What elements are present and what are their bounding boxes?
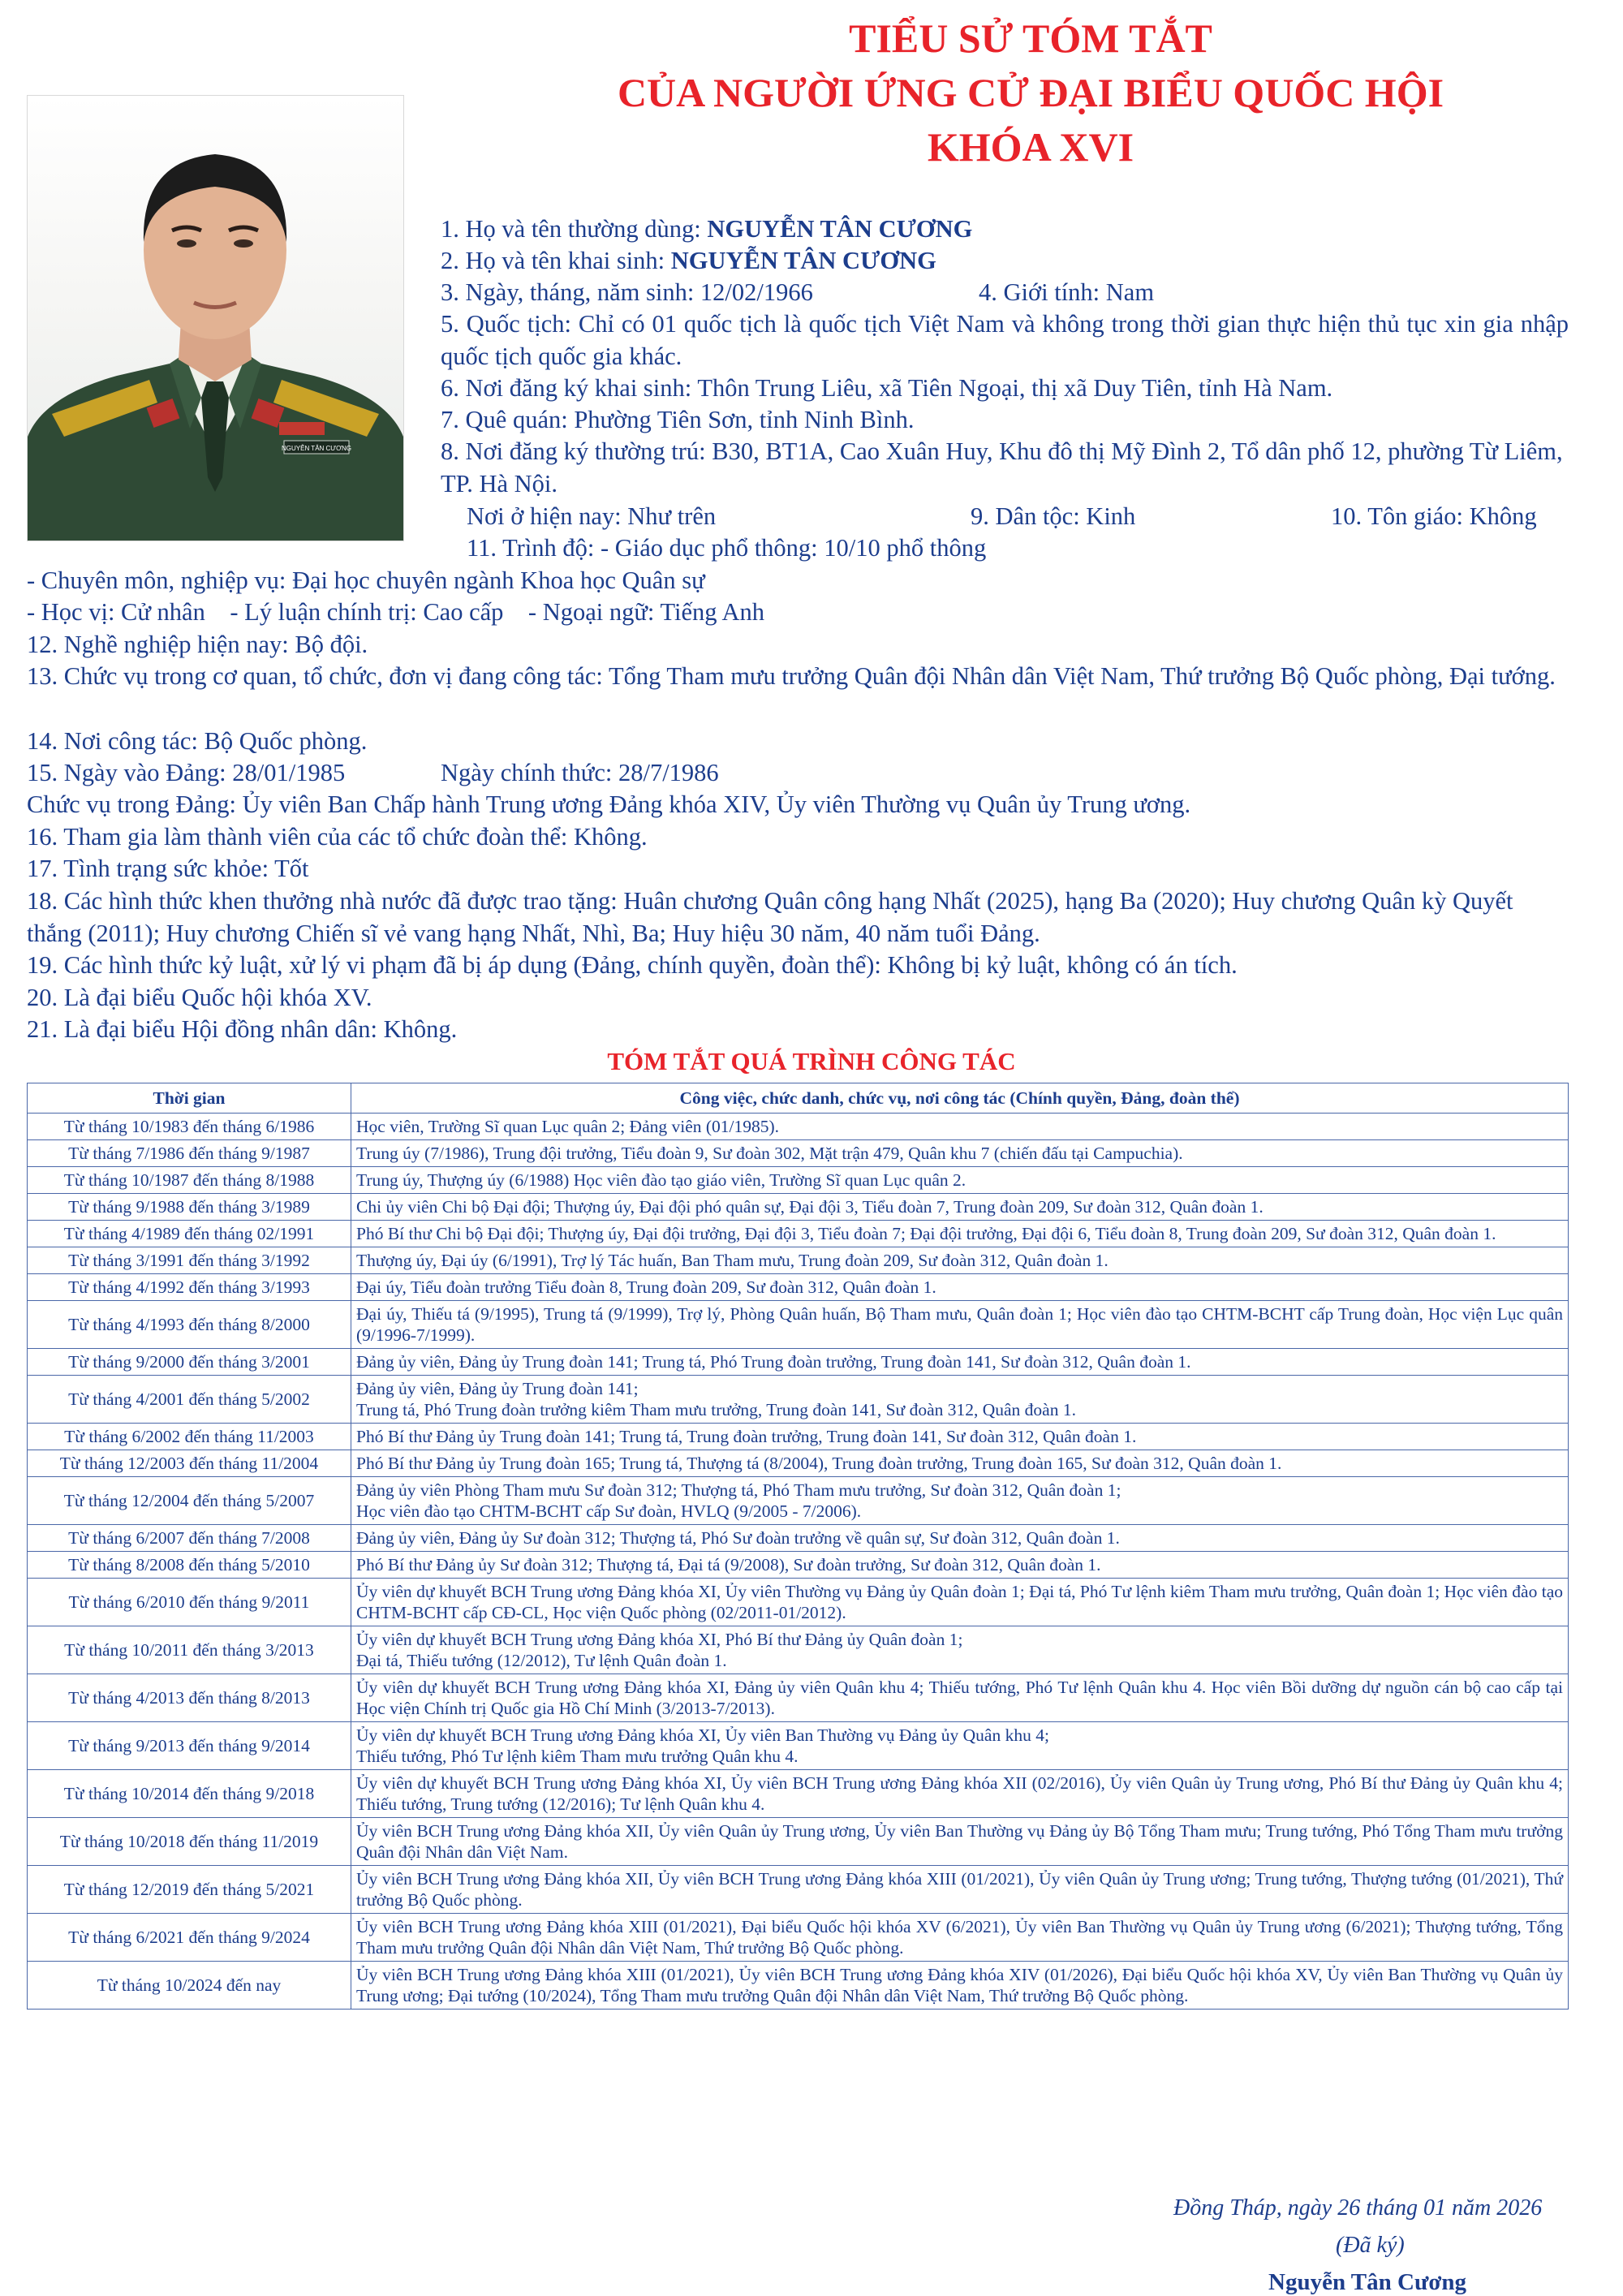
career-row [28, 1552, 1569, 1579]
career-row-work: Đảng ủy viên, Đảng ủy Sư đoàn 312; Thượng tá, Phó Sư đoàn trưởng về quân sự, Sư đoàn 312, Quân đoàn 1. [351, 1525, 1569, 1552]
career-row [28, 1626, 1569, 1674]
career-row-work: Phó Bí thư Chi bộ Đại đội; Thượng úy, Đại đội trưởng, Đại đội 3, Tiểu đoàn 7; Đại đội trưởng, Đại đội 6, Tiểu đoàn 8, Trung đoàn 209, Sư đoàn 312, Quân đoàn 1. [351, 1221, 1569, 1247]
name-tag-text: NGUYỄN TÂN CƯƠNG [282, 445, 351, 452]
info-item-16: 16. Tham gia làm thành viên của các tổ chức đoàn thể: Không. [27, 823, 648, 851]
info-item-1 [441, 213, 972, 246]
career-row [28, 1221, 1569, 1247]
info-item-15c: Chức vụ trong Đảng: Ủy viên Ban Chấp hành Trung ương Đảng khóa XIV, Ủy viên Thường vụ Quân ủy Trung ương. [27, 790, 1191, 818]
signed-note: (Đã ký) [1336, 2233, 1405, 2258]
career-table-header-row [28, 1083, 1569, 1114]
career-row [28, 1349, 1569, 1376]
info-item-1-value: NGUYỄN TÂN CƯƠNG [707, 215, 973, 243]
career-row-work: Đảng ủy viên Phòng Tham mưu Sư đoàn 312; Thượng tá, Phó Tham mưu trưởng, Sư đoàn 312, Quân đoàn 1; Học viên đào tạo CHTM-BCHT cấp Sư đoàn, HVLQ (9/2005 - 7/2006). [351, 1477, 1569, 1525]
career-row-time: Từ tháng 12/2003 đến tháng 11/2004 [28, 1450, 351, 1477]
career-row-time: Từ tháng 12/2019 đến tháng 5/2021 [28, 1866, 351, 1914]
title-line-1: TIỂU SỬ TÓM TẮT [849, 15, 1212, 61]
info-item-11c: - Học vị: Cử nhân - Lý luận chính trị: Cao cấp - Ngoại ngữ: Tiếng Anh [27, 598, 764, 626]
info-item-15b: Ngày chính thức: 28/7/1986 [441, 759, 719, 786]
career-row-work: Học viên, Trường Sĩ quan Lục quân 2; Đảng viên (01/1985). [351, 1114, 1569, 1140]
title-line-3: KHÓA XVI [927, 124, 1134, 170]
career-row-time: Từ tháng 9/1988 đến tháng 3/1989 [28, 1194, 351, 1221]
info-item-19: 19. Các hình thức kỷ luật, xử lý vi phạm đã bị áp dụng (Đảng, chính quyền, đoàn thể): Không bị kỷ luật, không có án tích. [27, 951, 1238, 979]
career-row [28, 1301, 1569, 1349]
info-item-7: 7. Quê quán: Phường Tiên Sơn, tỉnh Ninh Bình. [441, 406, 915, 433]
career-row-time: Từ tháng 4/1992 đến tháng 3/1993 [28, 1274, 351, 1301]
info-item-12: 12. Nghề nghiệp hiện nay: Bộ đội. [27, 631, 368, 658]
career-row [28, 1579, 1569, 1626]
career-row-work: Ủy viên BCH Trung ương Đảng khóa XII, Ủy viên Quân ủy Trung ương, Ủy viên Ban Thường vụ Đảng ủy Bộ Tổng Tham mưu; Trung tướng, Phó Tổng Tham mưu trưởng Quân đội Nhân dân Việt Nam. [351, 1818, 1569, 1866]
career-row-time: Từ tháng 4/1993 đến tháng 8/2000 [28, 1301, 351, 1349]
career-row-time: Từ tháng 4/2013 đến tháng 8/2013 [28, 1674, 351, 1722]
career-row [28, 1962, 1569, 2010]
career-row-time: Từ tháng 12/2004 đến tháng 5/2007 [28, 1477, 351, 1525]
career-row [28, 1770, 1569, 1818]
career-row-time: Từ tháng 10/1987 đến tháng 8/1988 [28, 1167, 351, 1194]
career-row-work: Chi ủy viên Chi bộ Đại đội; Thượng úy, Đại đội phó quân sự, Đại đội 3, Tiểu đoàn 7, Trung đoàn 209, Sư đoàn 312, Quân đoàn 1. [351, 1194, 1569, 1221]
career-row-time: Từ tháng 6/2007 đến tháng 7/2008 [28, 1525, 351, 1552]
info-item-11: 11. Trình độ: - Giáo dục phổ thông: 10/10 phổ thông [467, 534, 987, 562]
career-row [28, 1525, 1569, 1552]
career-row-work: Ủy viên dự khuyết BCH Trung ương Đảng khóa XI, Ủy viên BCH Trung ương Đảng khóa XII (02/2016), Ủy viên Quân ủy Trung ương, Phó Bí thư Đảng ủy Quân khu 4; Thiếu tướng, Trung tướng (12/2016); Tư lệnh Quân khu 4. [351, 1770, 1569, 1818]
career-row-time: Từ tháng 10/2018 đến tháng 11/2019 [28, 1818, 351, 1866]
career-row-time: Từ tháng 7/1986 đến tháng 9/1987 [28, 1140, 351, 1167]
career-row-time: Từ tháng 9/2000 đến tháng 3/2001 [28, 1349, 351, 1376]
career-row-work: Phó Bí thư Đảng ủy Sư đoàn 312; Thượng tá, Đại tá (9/2008), Sư đoàn trưởng, Sư đoàn 312, Quân đoàn 1. [351, 1552, 1569, 1579]
career-table [27, 1083, 1569, 2010]
career-row-time: Từ tháng 10/2011 đến tháng 3/2013 [28, 1626, 351, 1674]
career-row-time: Từ tháng 10/2024 đến nay [28, 1962, 351, 2010]
career-row-time: Từ tháng 4/2001 đến tháng 5/2002 [28, 1376, 351, 1424]
career-row-time: Từ tháng 6/2010 đến tháng 9/2011 [28, 1579, 351, 1626]
career-row-work: Đảng ủy viên, Đảng ủy Trung đoàn 141; Trung tá, Phó Trung đoàn trưởng, Trung đoàn 141, Sư đoàn 312, Quân đoàn 1. [351, 1349, 1569, 1376]
career-row [28, 1274, 1569, 1301]
career-row [28, 1674, 1569, 1722]
info-item-13: 13. Chức vụ trong cơ quan, tổ chức, đơn vị đang công tác: Tổng Tham mưu trưởng Quân đội Nhân dân Việt Nam, Thứ trưởng Bộ Quốc phòng, Đại tướng. [27, 662, 1556, 690]
info-item-8: 8. Nơi đăng ký thường trú: B30, BT1A, Cao Xuân Huy, Khu đô thị Mỹ Đình 2, Tổ dân phố 12, phường Từ Liêm, TP. Hà Nội. [441, 437, 1563, 498]
career-row-time: Từ tháng 6/2021 đến tháng 9/2024 [28, 1914, 351, 1962]
career-row-work: Thượng úy, Đại úy (6/1991), Trợ lý Tác huấn, Ban Tham mưu, Trung đoàn 209, Sư đoàn 312, Quân đoàn 1. [351, 1247, 1569, 1274]
career-row [28, 1424, 1569, 1450]
career-row-time: Từ tháng 6/2002 đến tháng 11/2003 [28, 1424, 351, 1450]
career-row-work: Ủy viên dự khuyết BCH Trung ương Đảng khóa XI, Ủy viên Ban Thường vụ Đảng ủy Quân khu 4; Thiếu tướng, Phó Tư lệnh kiêm Tham mưu trưởng Quân khu 4. [351, 1722, 1569, 1770]
info-item-6: 6. Nơi đăng ký khai sinh: Thôn Trung Liêu, xã Tiên Ngoại, thị xã Duy Tiên, tỉnh Hà Nam. [441, 374, 1333, 402]
career-row-work: Đại úy, Tiểu đoàn trưởng Tiểu đoàn 8, Trung đoàn 209, Sư đoàn 312, Quân đoàn 1. [351, 1274, 1569, 1301]
career-table-body [28, 1114, 1569, 2010]
career-row-work: Phó Bí thư Đảng ủy Trung đoàn 165; Trung tá, Thượng tá (8/2004), Trung đoàn trưởng, Trung đoàn 165, Sư đoàn 312, Quân đoàn 1. [351, 1450, 1569, 1477]
info-item-15: 15. Ngày vào Đảng: 28/01/1985 [27, 759, 346, 786]
career-row-work: Ủy viên dự khuyết BCH Trung ương Đảng khóa XI, Ủy viên Thường vụ Đảng ủy Quân đoàn 1; Đại tá, Phó Tư lệnh kiêm Tham mưu trưởng, Quân đoàn 1; Học viên đào tạo CHTM-BCHT cấp CĐ-CL, Học viện Quốc phòng (02/2011-01/2012). [351, 1579, 1569, 1626]
info-item-11b: - Chuyên môn, nghiệp vụ: Đại học chuyên ngành Khoa học Quân sự [27, 566, 705, 594]
career-row [28, 1914, 1569, 1962]
career-row [28, 1140, 1569, 1167]
info-item-2-value: NGUYỄN TÂN CƯƠNG [670, 247, 936, 274]
place-date: Đồng Tháp, ngày 26 tháng 01 năm 2026 [1173, 2195, 1543, 2221]
career-row-work: Ủy viên dự khuyết BCH Trung ương Đảng khóa XI, Phó Bí thư Đảng ủy Quân đoàn 1; Đại tá, Thiếu tướng (12/2012), Tư lệnh Quân đoàn 1. [351, 1626, 1569, 1674]
career-row-work: Ủy viên BCH Trung ương Đảng khóa XIII (01/2021), Đại biểu Quốc hội khóa XV (6/2021), Ủy viên Ban Thường vụ Quân ủy Trung ương (6/2021); Thượng tướng, Tổng Tham mưu trưởng Quân đội Nhân dân Việt Nam, Thứ trưởng Bộ Quốc phòng. [351, 1914, 1569, 1962]
info-item-18: 18. Các hình thức khen thưởng nhà nước đã được trao tặng: Huân chương Quân công hạng Nhất (2025), hạng Ba (2020); Huy chương Quân kỳ Quyết thắng (2011); Huy chương Chiến sĩ vẻ vang hạng Nhất, Nhì, Ba; Huy hiệu 30 năm, 40 năm tuổi Đảng. [27, 887, 1513, 947]
career-row-work: Đại úy, Thiếu tá (9/1995), Trung tá (9/1999), Trợ lý, Phòng Quân huấn, Bộ Tham mưu, Quân đoàn 1; Học viên đào tạo CHTM-BCHT cấp Trung đoàn, Học viện Lục quân (9/1996-7/1999). [351, 1301, 1569, 1349]
info-item-5: 5. Quốc tịch: Chỉ có 01 quốc tịch là quốc tịch Việt Nam và không trong thời gian thực hiện thủ tục xin gia nhập quốc tịch quốc gia khác. [441, 310, 1569, 370]
info-item-1-label: 1. Họ và tên thường dùng: [441, 215, 708, 243]
info-item-8b: Nơi ở hiện nay: Như trên [467, 502, 717, 530]
career-row [28, 1477, 1569, 1525]
career-row-time: Từ tháng 10/2014 đến tháng 9/2018 [28, 1770, 351, 1818]
career-row [28, 1114, 1569, 1140]
career-row-time: Từ tháng 9/2013 đến tháng 9/2014 [28, 1722, 351, 1770]
career-section-title: TÓM TẮT QUÁ TRÌNH CÔNG TÁC [607, 1047, 1016, 1075]
info-item-17: 17. Tình trạng sức khỏe: Tốt [27, 855, 309, 882]
career-col-time-header: Thời gian [28, 1083, 351, 1114]
career-row [28, 1247, 1569, 1274]
info-item-14: 14. Nơi công tác: Bộ Quốc phòng. [27, 727, 368, 755]
career-row-time: Từ tháng 8/2008 đến tháng 5/2010 [28, 1552, 351, 1579]
career-row-time: Từ tháng 3/1991 đến tháng 3/1992 [28, 1247, 351, 1274]
career-row-work: Trung úy, Thượng úy (6/1988) Học viên đào tạo giáo viên, Trường Sĩ quan Lục quân 2. [351, 1167, 1569, 1194]
portrait-photo [27, 95, 404, 541]
career-row [28, 1722, 1569, 1770]
career-row-work: Trung úy (7/1986), Trung đội trưởng, Tiểu đoàn 9, Sư đoàn 302, Mặt trận 479, Quân khu 7 (chiến đấu tại Campuchia). [351, 1140, 1569, 1167]
portrait-illustration [28, 96, 403, 541]
info-item-21: 21. Là đại biểu Hội đồng nhân dân: Không. [27, 1015, 458, 1043]
info-item-20: 20. Là đại biểu Quốc hội khóa XV. [27, 984, 372, 1011]
career-row [28, 1450, 1569, 1477]
signer-name: Nguyễn Tân Cương [1268, 2269, 1467, 2295]
career-row [28, 1167, 1569, 1194]
career-row [28, 1866, 1569, 1914]
career-row-time: Từ tháng 10/1983 đến tháng 6/1986 [28, 1114, 351, 1140]
career-row-work: Phó Bí thư Đảng ủy Trung đoàn 141; Trung tá, Trung đoàn trưởng, Trung đoàn 141, Sư đoàn 312, Quân đoàn 1. [351, 1424, 1569, 1450]
career-row-work: Ủy viên BCH Trung ương Đảng khóa XII, Ủy viên BCH Trung ương Đảng khóa XIII (01/2021), Ủy viên Quân ủy Trung ương; Trung tướng, Thượng tướng (01/2021), Thứ trưởng Bộ Quốc phòng. [351, 1866, 1569, 1914]
info-item-4: 4. Giới tính: Nam [979, 278, 1155, 306]
info-item-9: 9. Dân tộc: Kinh [971, 502, 1136, 530]
info-item-2 [441, 245, 936, 278]
info-item-10: 10. Tôn giáo: Không [1331, 502, 1537, 530]
career-row-work: Ủy viên BCH Trung ương Đảng khóa XIII (01/2021), Ủy viên BCH Trung ương Đảng khóa XIV (01/2026), Đại biểu Quốc hội khóa XV, Ủy viên Ban Thường vụ Quân ủy Trung ương; Đại tướng (10/2024), Tổng Tham mưu trưởng Quân đội Nhân dân Việt Nam, Thứ trưởng Bộ Quốc phòng. [351, 1962, 1569, 2010]
career-row [28, 1194, 1569, 1221]
career-row-time: Từ tháng 4/1989 đến tháng 02/1991 [28, 1221, 351, 1247]
career-row [28, 1818, 1569, 1866]
career-row-work: Ủy viên dự khuyết BCH Trung ương Đảng khóa XI, Đảng ủy viên Quân khu 4; Thiếu tướng, Phó Tư lệnh Quân khu 4. Học viên Bồi dưỡng dự nguồn cán bộ cao cấp tại Học viện Chính trị Quốc gia Hồ Chí Minh (3/2013-7/2013). [351, 1674, 1569, 1722]
info-item-3: 3. Ngày, tháng, năm sinh: 12/02/1966 [441, 278, 813, 306]
career-row-work: Đảng ủy viên, Đảng ủy Trung đoàn 141; Trung tá, Phó Trung đoàn trưởng kiêm Tham mưu trưởng, Trung đoàn 141, Sư đoàn 312, Quân đoàn 1. [351, 1376, 1569, 1424]
info-item-2-label: 2. Họ và tên khai sinh: [441, 247, 671, 274]
career-col-work-header: Công việc, chức danh, chức vụ, nơi công tác (Chính quyền, Đảng, đoàn thể) [351, 1083, 1569, 1114]
title-line-2: CỦA NGƯỜI ỨNG CỬ ĐẠI BIỂU QUỐC HỘI [617, 70, 1444, 115]
career-row [28, 1376, 1569, 1424]
